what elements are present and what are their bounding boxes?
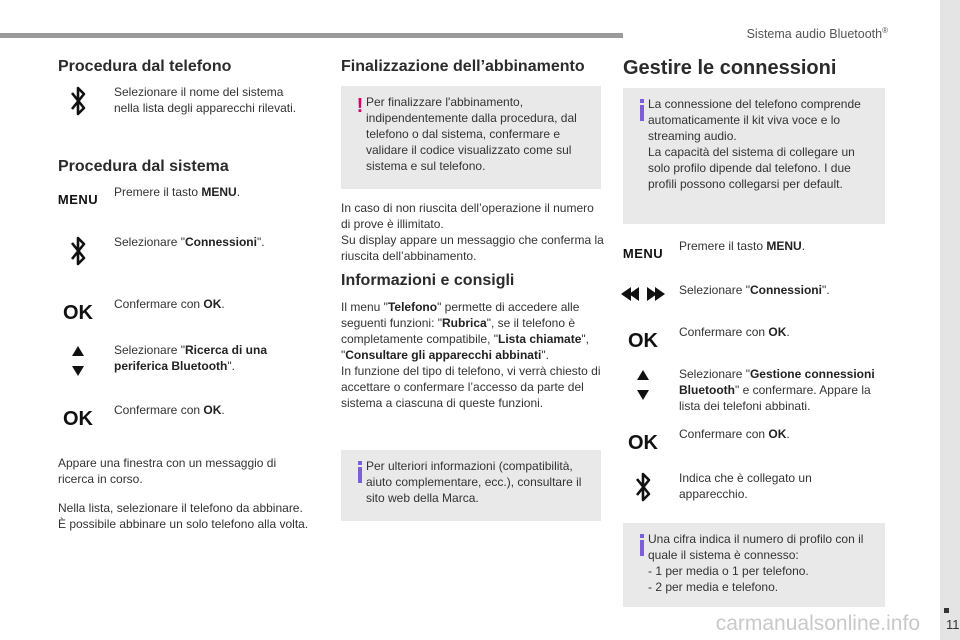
warning-note-text: Per finalizzare l'abbinamento, indipendentemente dalla procedura, dal telefono o dal sistema, confermare e validare il codice visualizzato come sul sistema e sul telefono. [366, 95, 577, 173]
info-note [341, 450, 601, 521]
connection-info-text: La connessione del telefono comprende automaticamente il kit viva voce e lo streaming audio. La capacità del sistema di collegare un solo profilo dipende dal telefono. I due profili possono collegarsi per default. [648, 97, 861, 191]
manage-step-3 [619, 324, 889, 354]
info-note-text: Per ulteriori informazioni (compatibilità, aiuto complementare, ecc.), consultare il sito web della Marca. [366, 459, 582, 505]
pairing-result-paragraph: In caso di non riuscita dell’operazione il numero di prove è illimitato. Su display appare un messaggio che conferma la riuscita dell’abbinamento. [341, 201, 604, 263]
ok-button-icon: OK [63, 302, 93, 324]
system-step-1 [54, 184, 304, 214]
ok-button-icon: OK [63, 408, 93, 430]
manage-connections-title: Gestire le connessioni [623, 57, 837, 79]
menu-button-icon: MENU [622, 246, 664, 261]
phone-menu-paragraph: Il menu "Telefono" permette di accedere alle seguenti funzioni: "Rubrica", se il telefono è completamente compatibile, "Lista chiamate", "Consultare gli apparecchi abbinati". In funzione del tipo di telefono, vi verrà chiesto di accettare o confermare l’accesso da parte del sistema a ciascuna di queste funzioni. [341, 300, 601, 410]
search-message-paragraph: Appare una finestra con un messaggio di ricerca in corso. [58, 456, 277, 486]
info-advice-title: Informazioni e consigli [341, 272, 515, 289]
manage-step-2 [619, 282, 889, 312]
side-tab-marker [944, 608, 949, 613]
system-step-2 [54, 234, 304, 274]
system-step-1-text: Premere il tasto MENU. [114, 185, 241, 199]
warning-icon: ! [356, 95, 364, 117]
running-header: Sistema audio Bluetooth® [746, 26, 888, 42]
ok-button-icon: OK [628, 432, 658, 454]
phone-step-1 [54, 84, 304, 124]
system-step-2-text: Selezionare "Connessioni". [114, 235, 265, 249]
manage-step-2-text: Selezionare "Connessioni". [679, 283, 830, 297]
connection-info-note [623, 88, 885, 224]
profile-number-text: Una cifra indica il numero di profilo con il quale il sistema è connesso: - 1 per media o 1 per telefono. - 2 per media e telefono. [648, 532, 864, 594]
bluetooth-icon [619, 470, 667, 504]
manage-step-5 [619, 426, 889, 456]
select-phone-paragraph: Nella lista, selezionare il telefono da abbinare. È possibile abbinare un solo telefono alla volta. [58, 501, 309, 531]
bluetooth-icon [54, 234, 102, 268]
system-step-4 [54, 342, 304, 382]
page-number: 11 [946, 617, 960, 632]
manage-step-1-text: Premere il tasto MENU. [679, 239, 806, 253]
up-down-arrows-icon [619, 366, 667, 404]
bluetooth-icon [54, 84, 102, 118]
manage-step-4-text: Selezionare "Gestione connessioni Bluetooth" e confermare. Appare la lista dei telefoni abbinati. [679, 367, 875, 413]
system-step-4-text: Selezionare "Ricerca di una periferica Bluetooth". [114, 343, 267, 373]
phone-procedure-title: Procedura dal telefono [58, 58, 232, 75]
side-tab [940, 0, 960, 640]
system-step-5 [54, 402, 304, 432]
up-down-arrows-icon [54, 342, 102, 380]
profile-number-note [623, 523, 885, 607]
menu-button-icon: MENU [57, 192, 99, 207]
warning-note [341, 86, 601, 189]
system-step-3 [54, 296, 304, 326]
watermark: carmanualsonline.info [715, 612, 920, 635]
left-right-arrows-icon [619, 282, 667, 306]
manage-step-6-text: Indica che è collegato un apparecchio. [679, 471, 812, 501]
ok-button-icon: OK [628, 330, 658, 352]
manage-step-3-text: Confermare con OK. [679, 325, 790, 339]
manage-step-5-text: Confermare con OK. [679, 427, 790, 441]
system-procedure-title: Procedura dal sistema [58, 158, 229, 175]
system-step-5-text: Confermare con OK. [114, 403, 225, 417]
system-step-3-text: Confermare con OK. [114, 297, 225, 311]
finalize-pairing-title: Finalizzazione dell’abbinamento [341, 58, 585, 75]
manage-step-4 [619, 366, 889, 416]
manage-step-6 [619, 470, 889, 510]
phone-step-1-text: Selezionare il nome del sistema nella lista degli apparecchi rilevati. [114, 85, 297, 115]
top-rule [0, 33, 623, 38]
manage-step-1 [619, 238, 889, 268]
